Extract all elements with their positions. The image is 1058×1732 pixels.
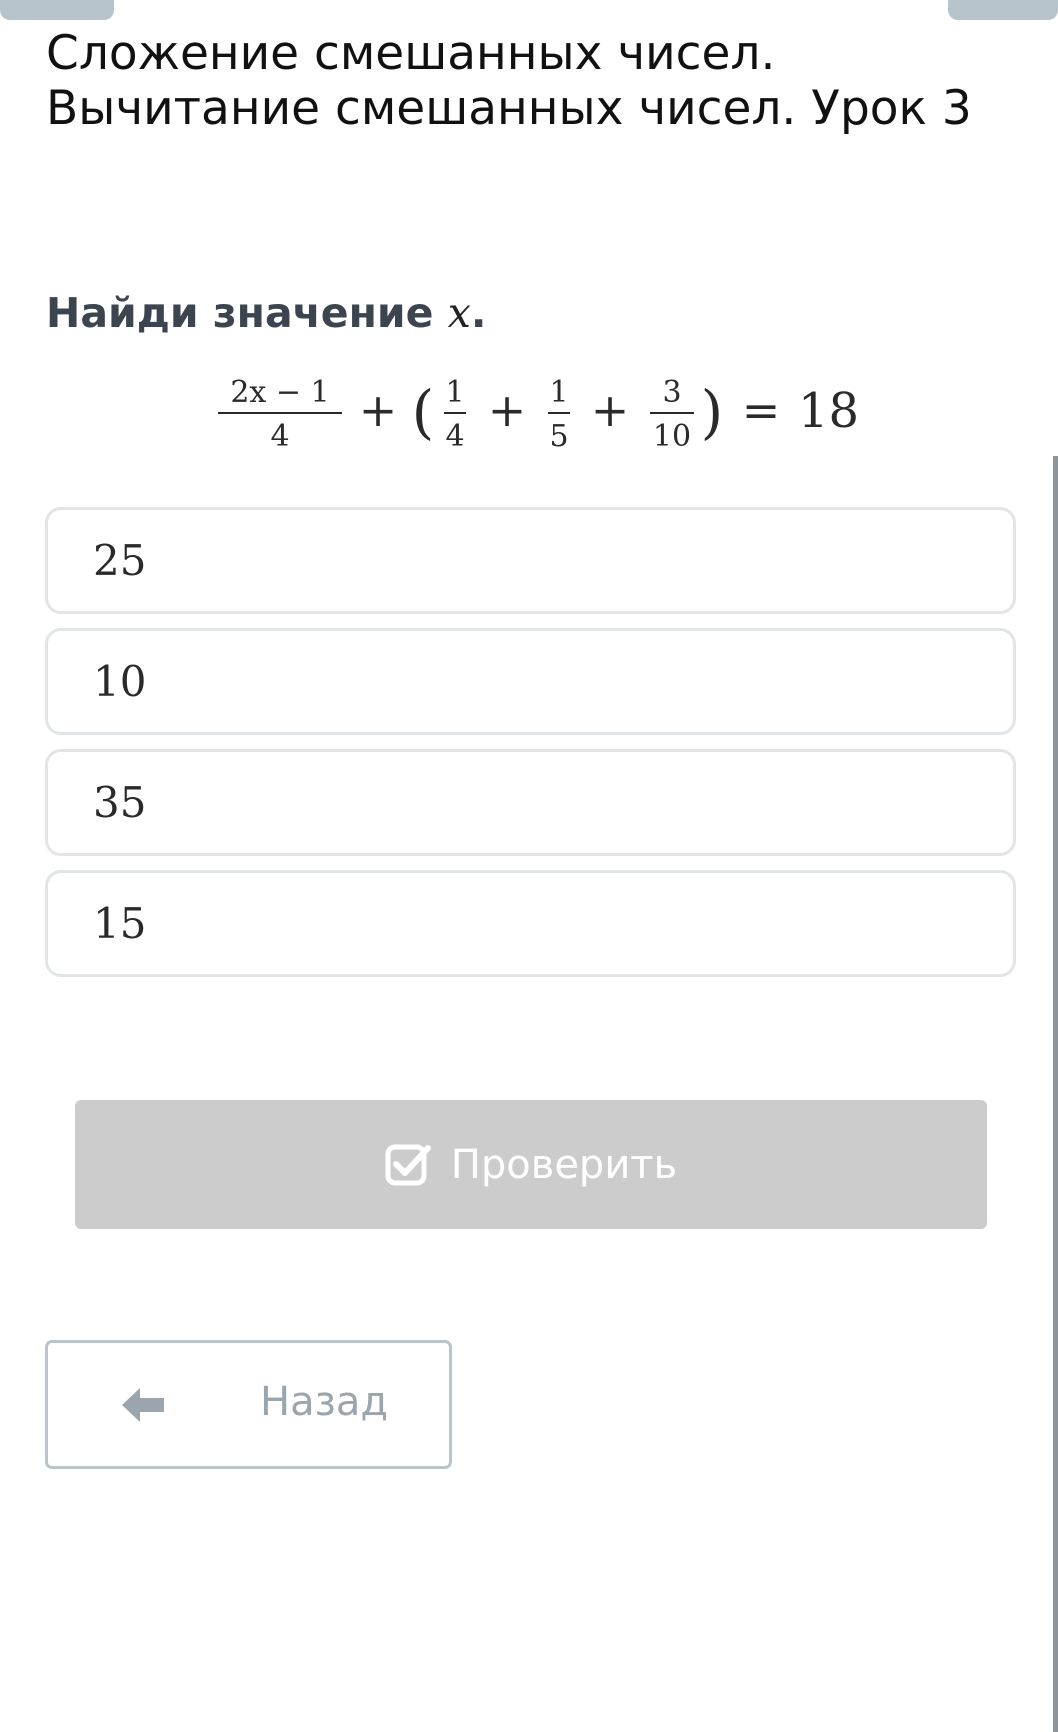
- answer-options: [45, 507, 1016, 991]
- check-button[interactable]: [75, 1100, 987, 1229]
- answer-option[interactable]: [45, 507, 1016, 614]
- eq-frac4-numerator: 3: [662, 375, 682, 410]
- task-prompt-text: Найди значение: [46, 289, 434, 337]
- eq-rhs: 18: [798, 383, 860, 439]
- page-title: Сложение смешанных чисел. Вычитание смешанных чисел. Урок 3: [46, 26, 972, 136]
- back-button-label: Назад: [260, 1379, 389, 1425]
- arrow-left-icon: [120, 1385, 166, 1425]
- checkbox-check-icon: [385, 1142, 431, 1188]
- scrollbar-track[interactable]: [1053, 456, 1058, 1732]
- eq-frac2-numerator: 1: [445, 375, 465, 410]
- eq-close-paren: ): [700, 378, 724, 446]
- eq-frac1-denominator: 4: [270, 419, 290, 454]
- eq-frac3-numerator: 1: [549, 375, 569, 410]
- answer-option-label: 25: [93, 536, 147, 585]
- eq-frac2-denominator: 4: [445, 419, 465, 454]
- eq-frac4-denominator: 10: [652, 419, 692, 454]
- answer-option[interactable]: [45, 870, 1016, 977]
- answer-option-label: 10: [93, 657, 147, 706]
- task-prompt: [46, 285, 486, 341]
- back-button[interactable]: [45, 1340, 452, 1469]
- eq-plus-2: +: [487, 383, 527, 437]
- task-prompt-end: .: [470, 289, 487, 337]
- equation: [210, 368, 870, 468]
- eq-frac1-numerator: 2x − 1: [230, 375, 330, 410]
- answer-option-label: 15: [93, 899, 147, 948]
- answer-option-label: 35: [93, 778, 147, 827]
- top-tab-right: [948, 0, 1058, 20]
- eq-plus-1: +: [358, 383, 398, 437]
- check-button-label: Проверить: [450, 1141, 678, 1188]
- eq-equals: =: [741, 383, 781, 437]
- eq-plus-3: +: [590, 383, 630, 437]
- answer-option[interactable]: [45, 628, 1016, 735]
- eq-frac3-denominator: 5: [549, 419, 569, 454]
- task-variable: x: [447, 289, 471, 337]
- answer-option[interactable]: [45, 749, 1016, 856]
- top-tab-left: [0, 0, 114, 20]
- eq-open-paren: (: [411, 378, 435, 446]
